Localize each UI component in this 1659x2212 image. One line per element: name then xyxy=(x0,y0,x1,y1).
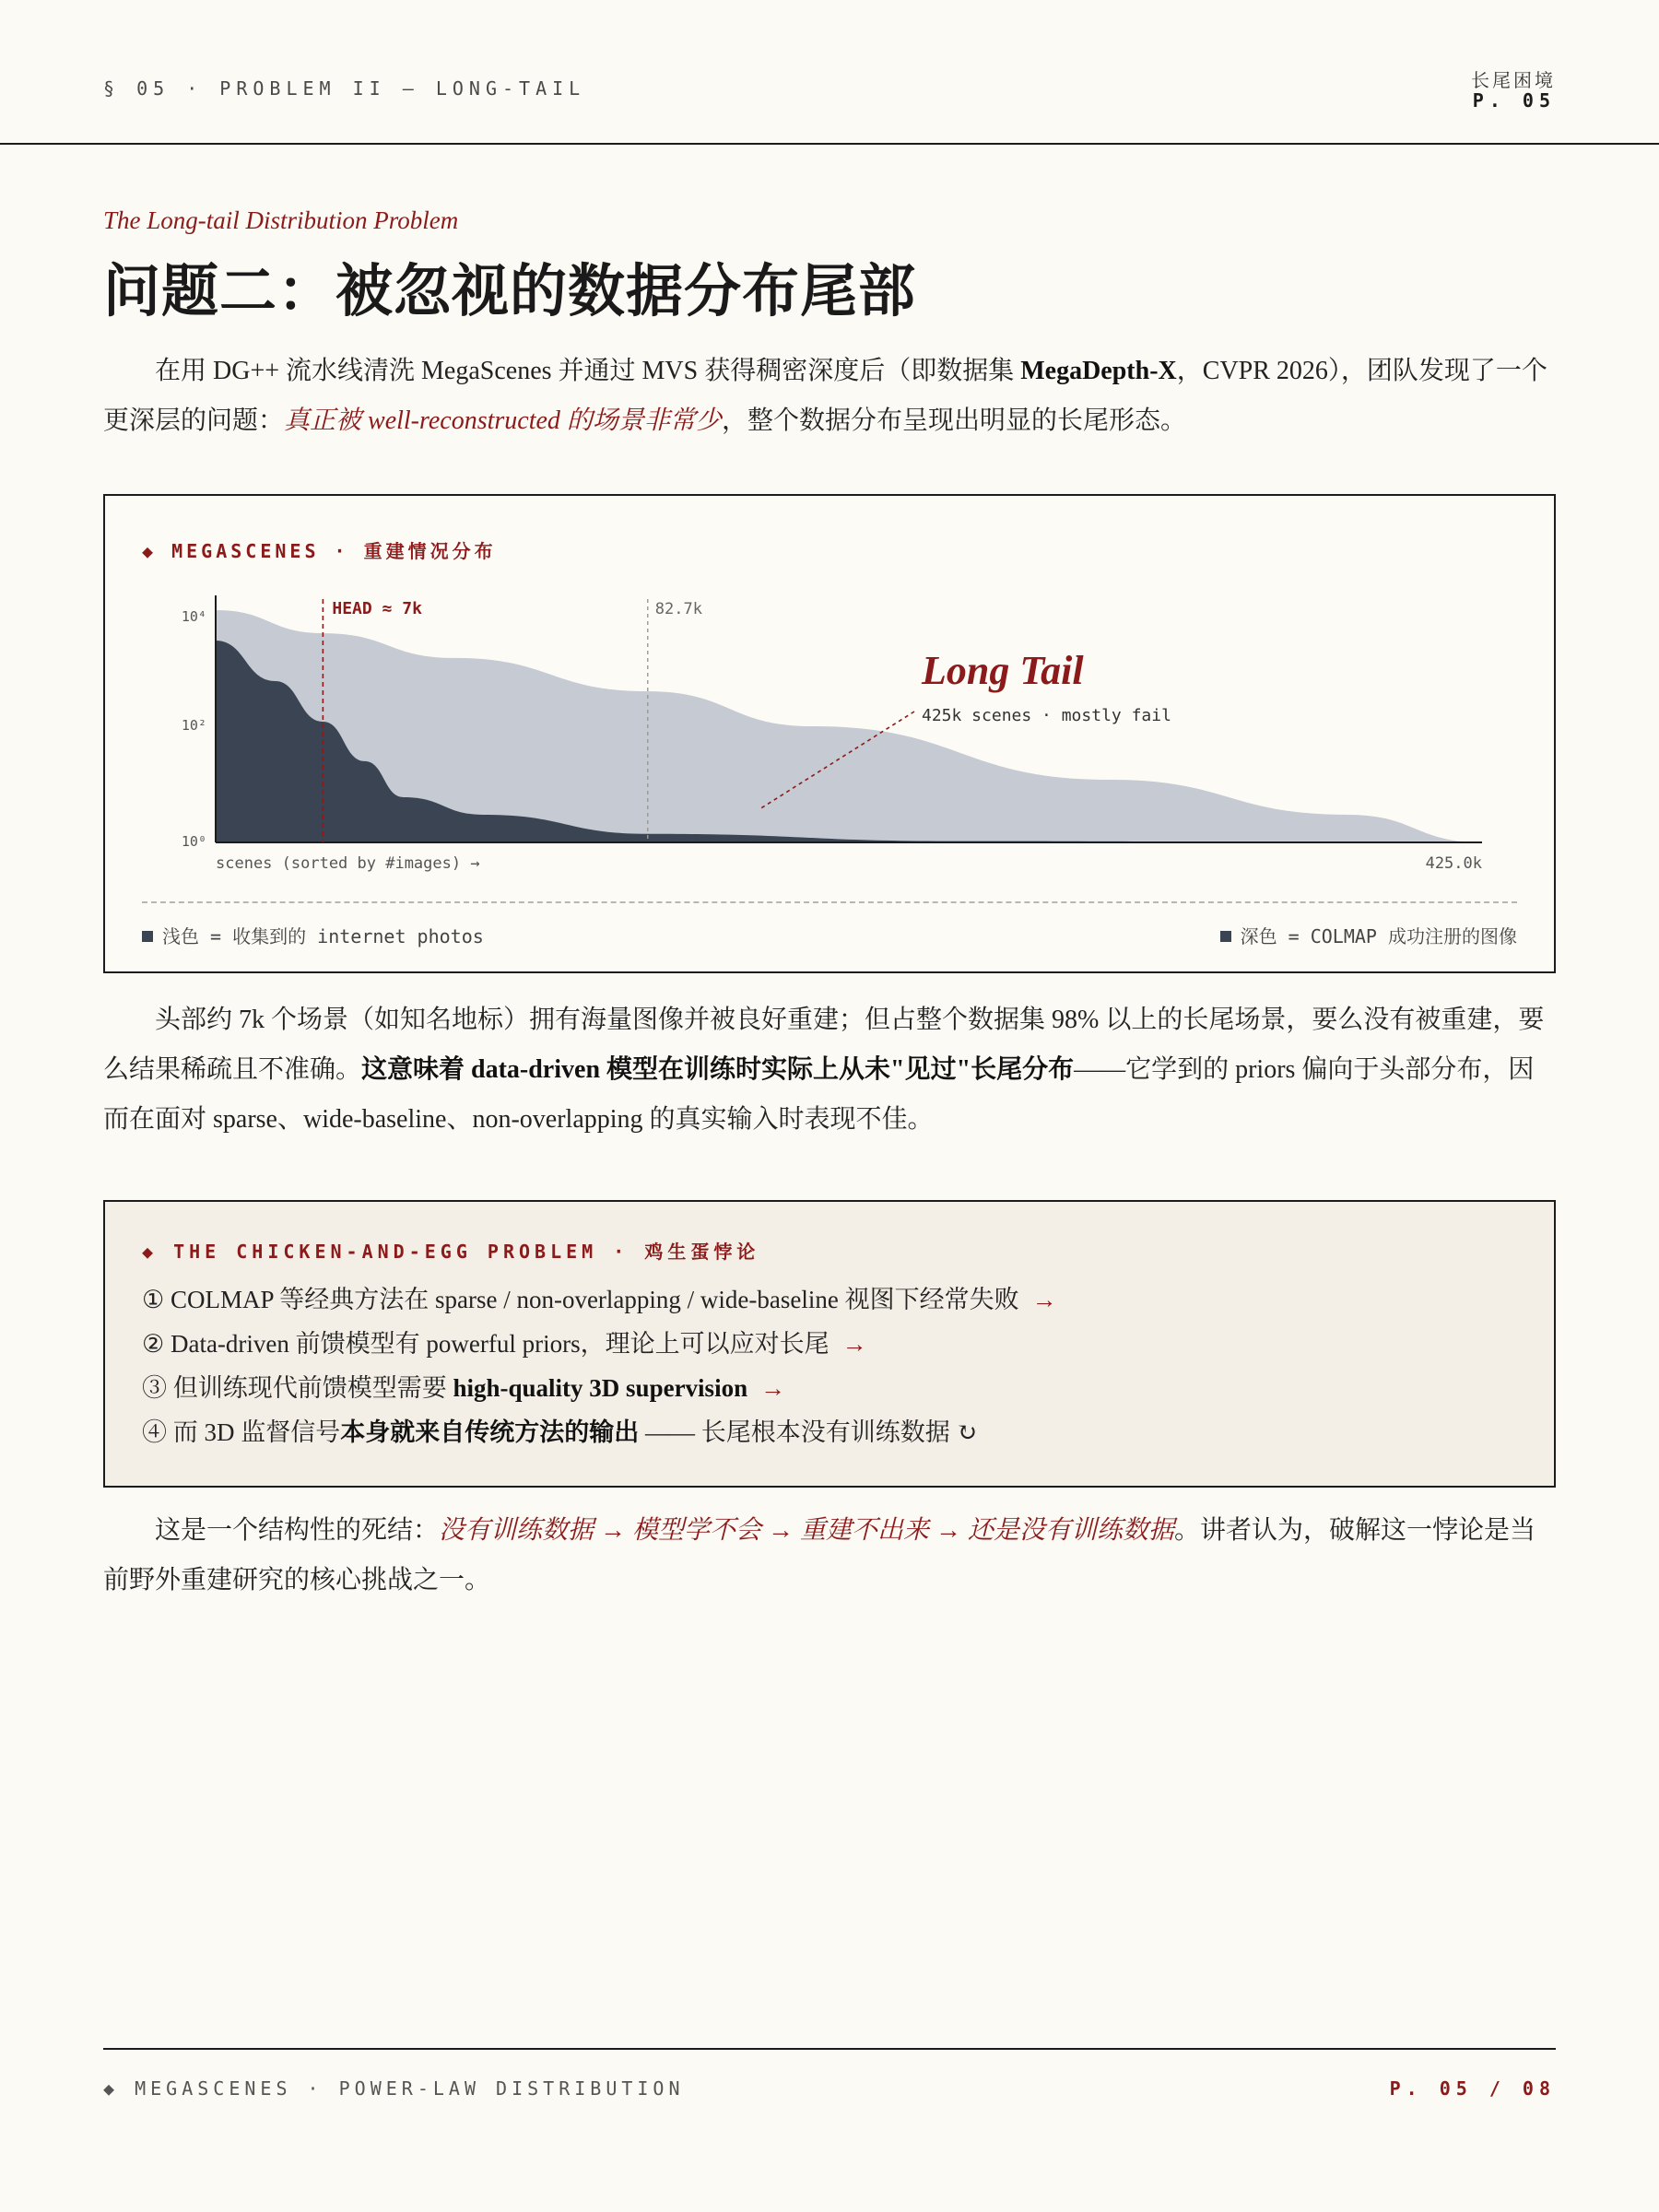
y-tick-label: 10⁴ xyxy=(181,608,206,625)
chicken-egg-heading: ◆ THE CHICKEN-AND-EGG PROBLEM · 鸡生蛋悖论 xyxy=(142,1241,760,1263)
chart-divider xyxy=(142,901,1517,903)
header-right xyxy=(1471,70,1556,111)
item-bold: 本身就来自传统方法的输出 xyxy=(340,1418,640,1446)
footer-page-number: P. 05 / 08 xyxy=(1389,2077,1556,2100)
distribution-chart xyxy=(105,496,1554,971)
chicken-egg-list xyxy=(142,1277,1524,1454)
list-item xyxy=(142,1277,1524,1322)
long-tail-annotation-title: Long Tail xyxy=(922,648,1084,693)
page-title: 问题二：被忽视的数据分布尾部 xyxy=(103,257,917,324)
intro-paragraph xyxy=(103,347,1556,446)
item-text: ② Data-driven 前馈模型有 powerful priors，理论上可以应对长尾 xyxy=(142,1330,830,1358)
footer-label: ◆ MEGASCENES · POWER-LAW DISTRIBUTION xyxy=(103,2077,685,2100)
legend-swatch-icon xyxy=(1220,931,1231,942)
list-item xyxy=(142,1366,1524,1410)
page-subtitle: The Long-tail Distribution Problem xyxy=(103,206,459,234)
legend-swatch-icon xyxy=(142,931,153,942)
y-tick-label: 10² xyxy=(181,717,206,734)
intro-bold: MegaDepth-X xyxy=(1020,357,1177,385)
chart-heading: ◆ MEGASCENES · 重建情况分布 xyxy=(142,540,497,562)
list-item xyxy=(142,1322,1524,1366)
intro-text-2: ，CVPR 2026），团队发现了一个更深层的问题： xyxy=(103,357,1547,435)
item-text: ① COLMAP 等经典方法在 sparse / non-overlapping / wide-baseline 视图下经常失败 xyxy=(142,1286,1019,1313)
conclusion-highlight: 没有训练数据 → 模型学不会 → 重建不出来 → 还是没有训练数据 xyxy=(439,1516,1175,1545)
analysis-text-2: ——它学到的 priors 偏向于头部分布，因而在面对 sparse、wide-baseline、non-overlapping 的真实输入时表现不佳。 xyxy=(103,1055,1535,1134)
analysis-text-1: 头部约 7k 个场景（如知名地标）拥有海量图像并被良好重建；但占整个数据集 98% 以上的长尾场景，要么没有被重建，要么结果稀疏且不准确。 xyxy=(103,1006,1545,1084)
intro-text-1: 在用 DG++ 流水线清洗 MegaScenes 并通过 MVS 获得稠密深度后（即数据集 xyxy=(155,357,1021,385)
chicken-egg-panel xyxy=(103,1200,1556,1488)
arrow-right-icon: → xyxy=(841,1330,867,1358)
item-text: ③ 但训练现代前馈模型需要 xyxy=(142,1374,453,1402)
legend-light xyxy=(142,922,484,948)
conclusion-text-1: 这是一个结构性的死结： xyxy=(155,1516,440,1545)
analysis-bold: 这意味着 data-driven 模型在训练时实际上从未"见过"长尾分布 xyxy=(361,1055,1075,1084)
item-text: —— 长尾根本没有训练数据 ↻ xyxy=(639,1418,978,1446)
intro-text-3: ，整个数据分布呈现出明显的长尾形态。 xyxy=(721,406,1186,435)
page-number: P. 05 xyxy=(1472,89,1556,112)
topic-label: 长尾困境 xyxy=(1471,69,1556,91)
mid-marker-label: 82.7k xyxy=(654,600,702,618)
head-marker-label: HEAD ≈ 7k xyxy=(332,599,422,618)
header-rule xyxy=(0,143,1659,145)
y-tick-label: 10⁰ xyxy=(181,833,206,850)
long-tail-annotation-text: 425k scenes · mostly fail xyxy=(922,706,1171,725)
conclusion-paragraph xyxy=(103,1506,1556,1606)
chart-panel xyxy=(103,494,1556,973)
x-max-label: 425.0k xyxy=(1425,854,1482,873)
arrow-right-icon: → xyxy=(1031,1286,1057,1313)
list-item xyxy=(142,1410,1524,1454)
item-text: ④ 而 3D 监督信号 xyxy=(142,1418,341,1446)
footer-rule xyxy=(103,2048,1556,2050)
intro-highlight: 真正被 well-reconstructed 的场景非常少 xyxy=(284,406,722,435)
section-label: § 05 · PROBLEM II — LONG-TAIL xyxy=(103,77,586,100)
item-bold: high-quality 3D supervision xyxy=(453,1374,748,1402)
arrow-right-icon: → xyxy=(760,1374,786,1402)
legend-dark xyxy=(1220,922,1517,948)
x-axis-label: scenes (sorted by #images) → xyxy=(216,854,480,873)
legend-light-text: 浅色 = 收集到的 internet photos xyxy=(162,925,484,947)
conclusion-text-2: 。讲者认为，破解这一悖论是当前野外重建研究的核心挑战之一。 xyxy=(103,1516,1536,1594)
analysis-paragraph xyxy=(103,995,1556,1145)
legend-dark-text: 深色 = COLMAP 成功注册的图像 xyxy=(1240,925,1517,947)
